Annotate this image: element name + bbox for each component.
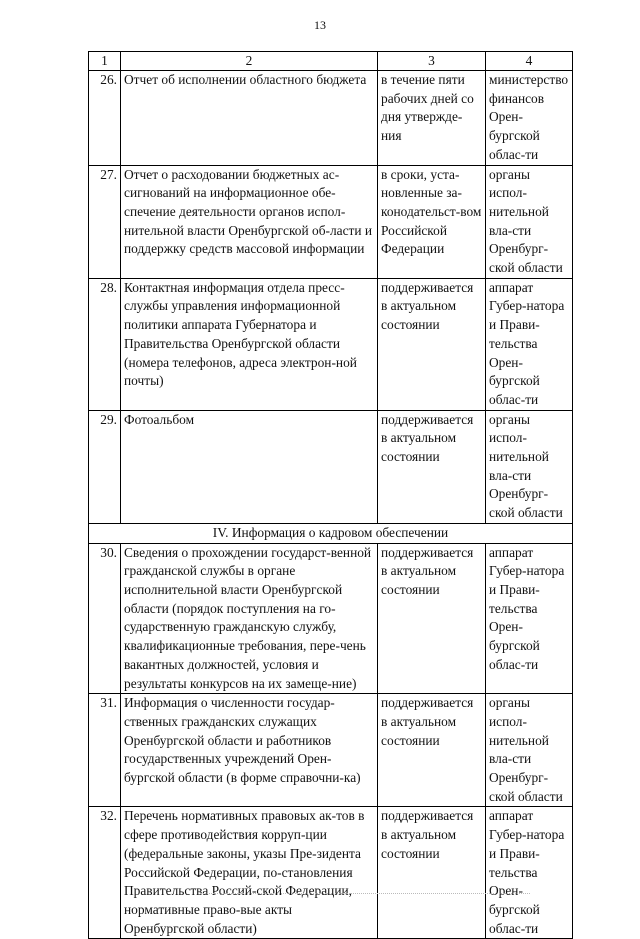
row-responsible: органы испол-нительной вла-сти Оренбург-ской области <box>486 694 573 807</box>
table-row <box>89 278 573 410</box>
row-number: 28. <box>89 278 121 410</box>
row-term: поддерживается в актуальном состоянии <box>378 543 486 694</box>
table-row <box>89 71 573 166</box>
row-name: Отчет об исполнении областного бюджета <box>121 71 378 166</box>
table-header-row <box>89 52 573 71</box>
row-number: 26. <box>89 71 121 166</box>
row-responsible: аппарат Губер-натора и Прави-тельства Орен-бургской облас-ти <box>486 807 573 939</box>
page-number: 13 <box>314 18 326 32</box>
row-responsible: аппарат Губер-натора и Прави-тельства Орен-бургской облас-ти <box>486 278 573 410</box>
row-name: Фотоальбом <box>121 410 378 523</box>
row-term: в сроки, уста-новленные за-конодательст-вом Российской Федерации <box>378 165 486 278</box>
table-row <box>89 165 573 278</box>
table-row <box>89 694 573 807</box>
table-row <box>89 807 573 939</box>
row-term: поддерживается в актуальном состоянии <box>378 694 486 807</box>
section-title: IV. Информация о кадровом обеспечении <box>89 523 573 543</box>
row-name: Информация о численности государ-ственных гражданских служащих Оренбургской области и работников государственных учреждений Орен-бургской области (в форме справочни-ка) <box>121 694 378 807</box>
header-cell: 2 <box>121 52 378 71</box>
row-number: 31. <box>89 694 121 807</box>
row-name: Отчет о расходовании бюджетных ас-сигнований на информационное обе-спечение деятельности органов испол-нительной власти Оренбургской об-ласти и поддержку средств массовой информации <box>121 165 378 278</box>
row-number: 30. <box>89 543 121 694</box>
row-responsible: аппарат Губер-натора и Прави-тельства Орен-бургской облас-ти <box>486 543 573 694</box>
row-name: Контактная информация отдела пресс-службы управления информационной политики аппарата Губернатора и Правительства Оренбургской области (номера телефонов, адреса электрон-ной почты) <box>121 278 378 410</box>
header-cell: 4 <box>486 52 573 71</box>
row-number: 27. <box>89 165 121 278</box>
row-number: 32. <box>89 807 121 939</box>
row-term: поддерживается в актуальном состоянии <box>378 807 486 939</box>
row-name: Сведения о прохождении государст-венной гражданской службы в органе исполнительной власти Оренбургской области (порядок поступления на го-сударственную гражданскую службу, квалификационные требования, пере-чень вакантных должностей, условия и результаты конкурсов на их замеще-ние) <box>121 543 378 694</box>
header-cell: 1 <box>89 52 121 71</box>
document-table <box>88 51 573 939</box>
section-row <box>89 523 573 543</box>
table-row <box>89 410 573 523</box>
header-cell: 3 <box>378 52 486 71</box>
row-term: поддерживается в актуальном состоянии <box>378 278 486 410</box>
row-term: в течение пяти рабочих дней со дня утвержде-ния <box>378 71 486 166</box>
footer-divider <box>200 893 530 894</box>
row-number: 29. <box>89 410 121 523</box>
row-name: Перечень нормативных правовых ак-тов в сфере противодействия корруп-ции (федеральные законы, указы Пре-зидента Российской Федерации, по-становления Правительства Россий-ской Федерации, нормативные право-вые акты Оренбургской области) <box>121 807 378 939</box>
row-term: поддерживается в актуальном состоянии <box>378 410 486 523</box>
row-responsible: органы испол-нительной вла-сти Оренбург-ской области <box>486 410 573 523</box>
row-responsible: министерство финансов Орен-бургской облас-ти <box>486 71 573 166</box>
table-row <box>89 543 573 694</box>
row-responsible: органы испол-нительной вла-сти Оренбург-ской области <box>486 165 573 278</box>
